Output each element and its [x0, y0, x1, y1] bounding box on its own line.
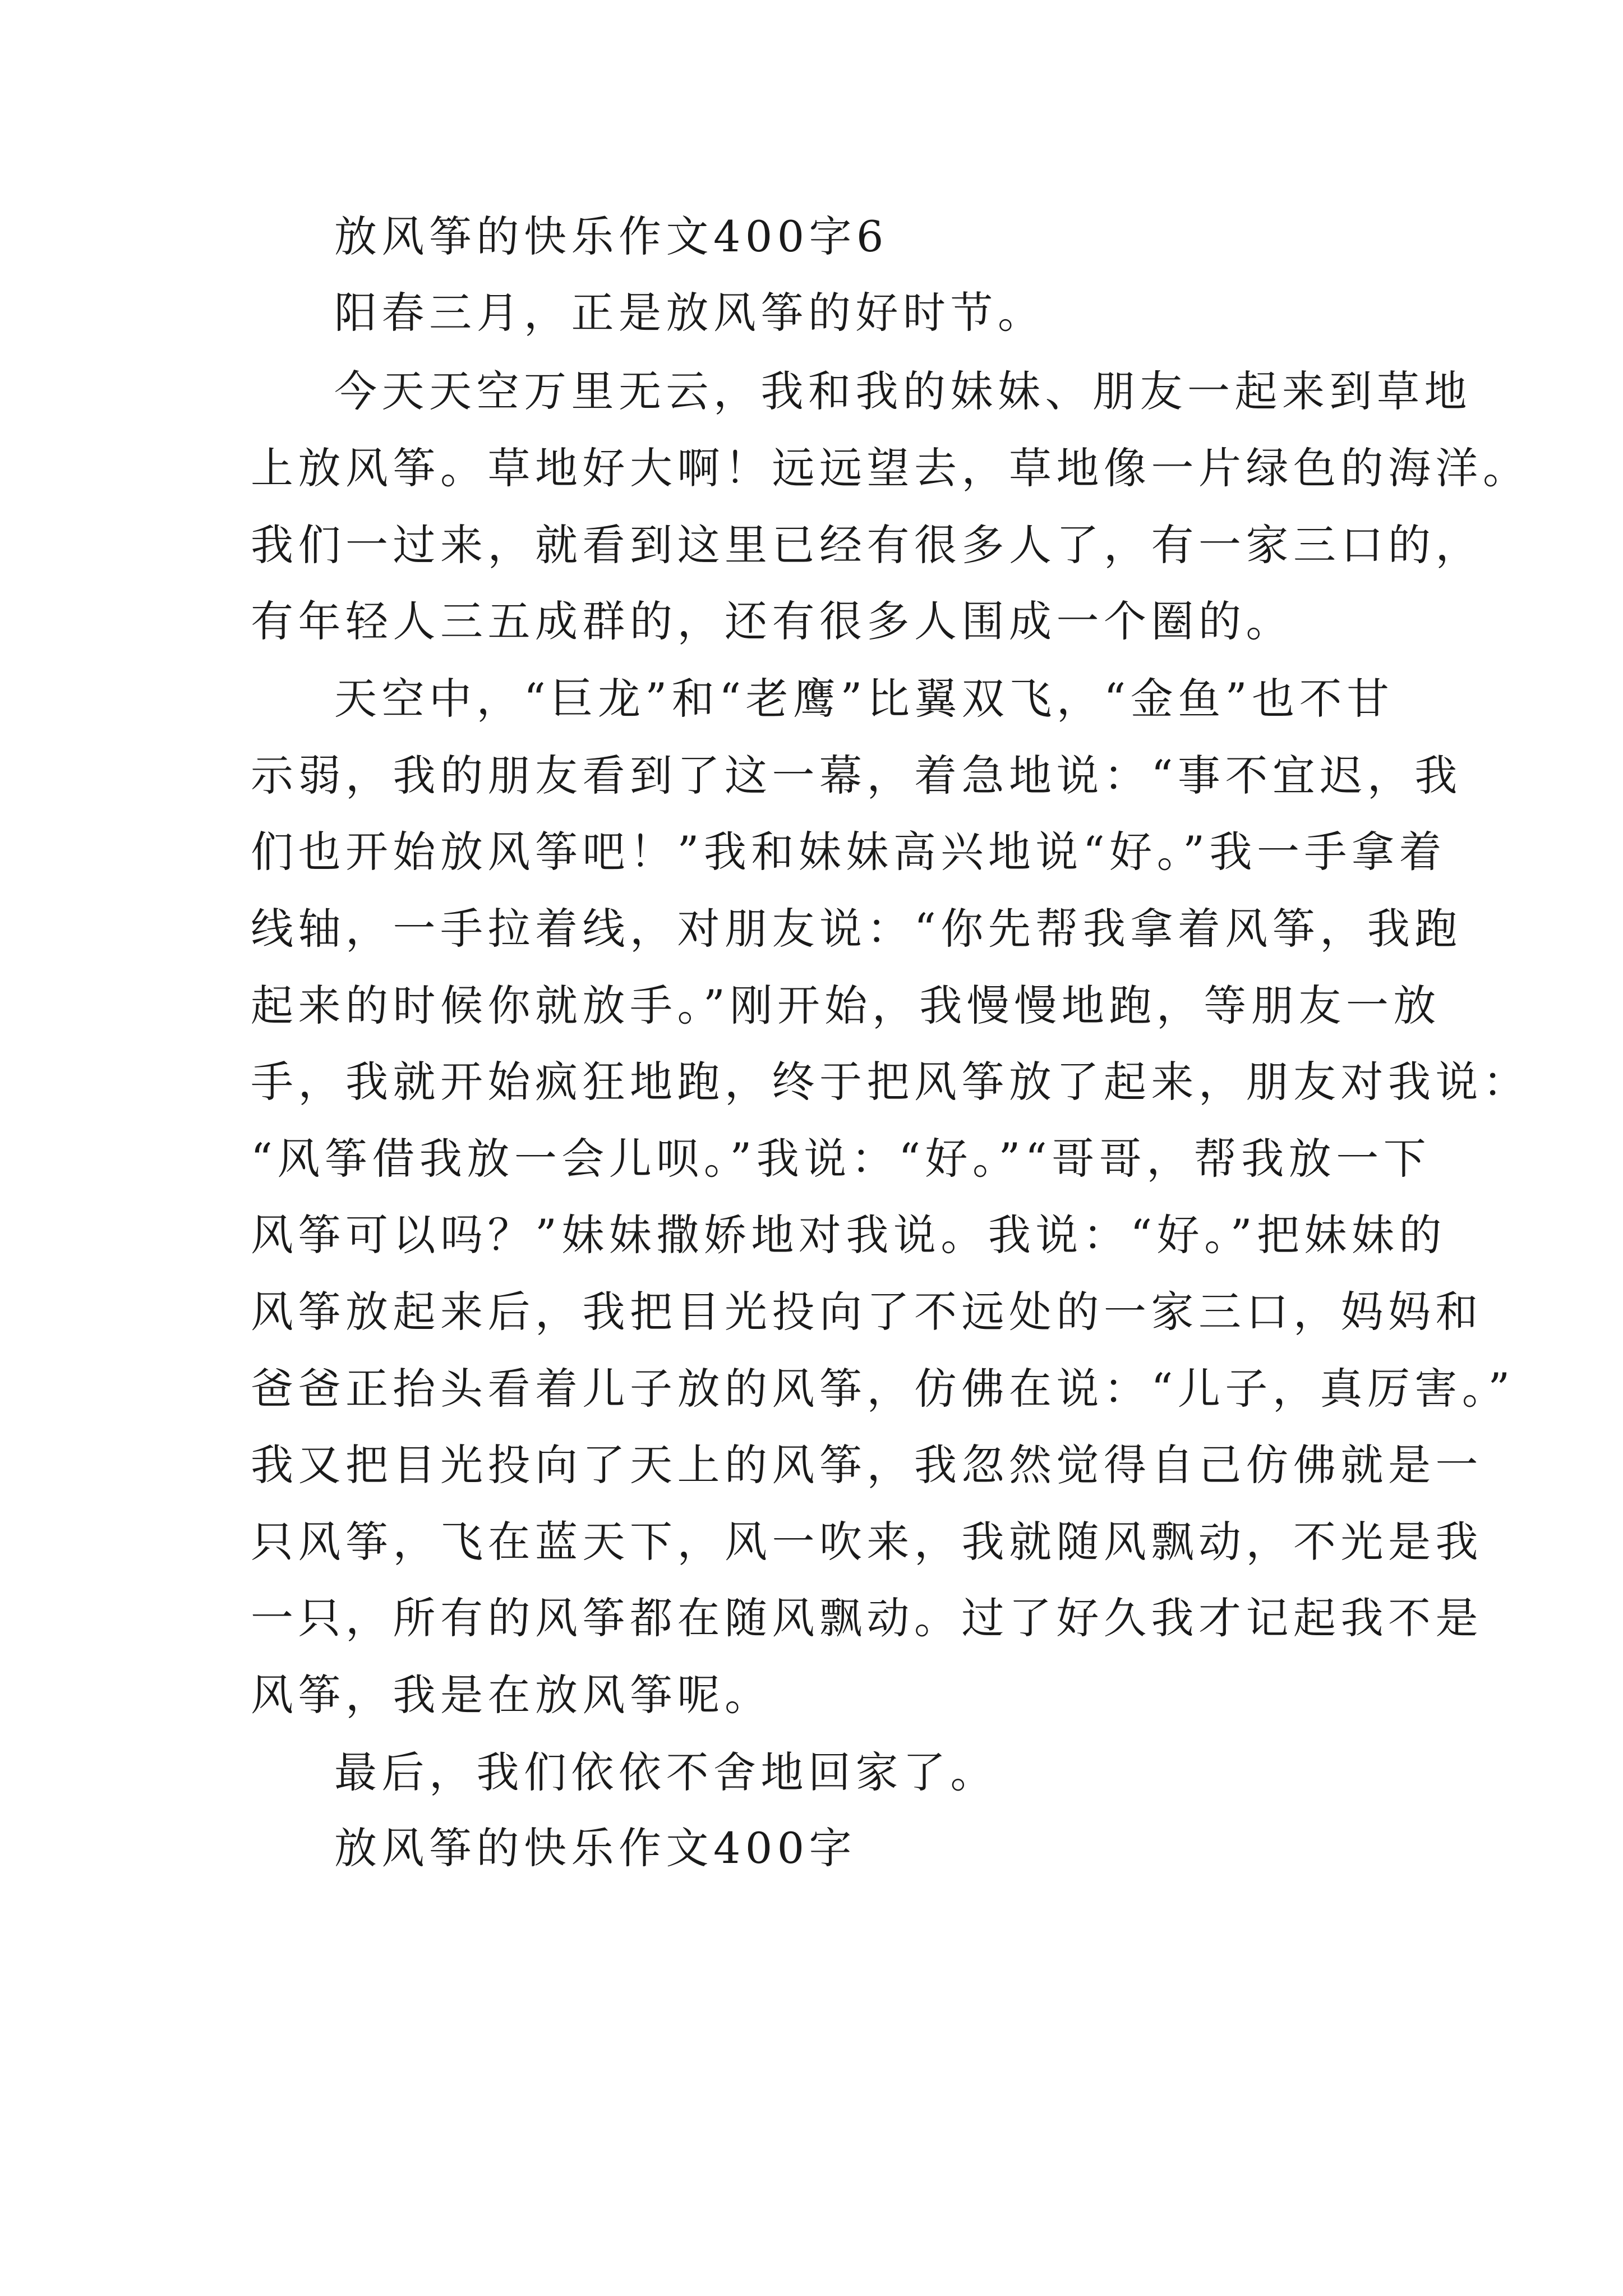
- paragraph-line: 天空中，“巨龙”和“老鹰”比翼双飞，“金鱼”也不甘: [334, 674, 1394, 724]
- paragraph-line: “风筝借我放一会儿呗。”我说：“好。”“哥哥，帮我放一下: [251, 1134, 1431, 1184]
- paragraph-line: 爸爸正抬头看着儿子放的风筝，仿佛在说：“儿子，真厉害。”: [251, 1364, 1515, 1414]
- paragraph-line: 今天天空万里无云，我和我的妹妹、朋友一起来到草地: [334, 366, 1472, 416]
- paragraph-line: 风筝，我是在放风筝呢。: [251, 1670, 772, 1720]
- paragraph-line: 手，我就开始疯狂地跑，终于把风筝放了起来，朋友对我说：: [251, 1057, 1530, 1107]
- paragraph-line: 线轴，一手拉着线，对朋友说：“你先帮我拿着风筝，我跑: [251, 904, 1462, 954]
- paragraph-line: 示弱，我的朋友看到了这一幕，着急地说：“事不宜迟，我: [251, 751, 1462, 800]
- paragraph-line: 上放风筝。草地好大啊！远远望去，草地像一片绿色的海洋。: [251, 443, 1530, 493]
- paragraph-line: 阳春三月，正是放风筝的好时节。: [334, 288, 1045, 338]
- paragraph-line: 起来的时候你就放手。”刚开始，我慢慢地跑，等朋友一放: [251, 981, 1441, 1030]
- paragraph-line: 我们一过来，就看到这里已经有很多人了，有一家三口的，: [251, 520, 1483, 570]
- paragraph-line: 风筝可以吗？”妹妹撒娇地对我说。我说：“好。”把妹妹的: [251, 1210, 1447, 1260]
- paragraph-line: 最后，我们依依不舍地回家了。: [334, 1747, 998, 1797]
- essay-title: 放风筝的快乐作文400字: [334, 1823, 857, 1873]
- paragraph-line: 们也开始放风筝吧！”我和妹妹高兴地说“好。”我一手拿着: [251, 827, 1447, 877]
- paragraph-line: 风筝放起来后，我把目光投向了不远处的一家三口，妈妈和: [251, 1287, 1483, 1337]
- paragraph-line: 我又把目光投向了天上的风筝，我忽然觉得自己仿佛就是一: [251, 1440, 1483, 1490]
- paragraph-line: 只风筝，飞在蓝天下，风一吹来，我就随风飘动，不光是我: [251, 1517, 1483, 1567]
- essay-title: 放风筝的快乐作文400字6: [334, 211, 888, 261]
- paragraph-line: 有年轻人三五成群的，还有很多人围成一个圈的。: [251, 596, 1293, 646]
- paragraph-line: 一只，所有的风筝都在随风飘动。过了好久我才记起我不是: [251, 1593, 1483, 1643]
